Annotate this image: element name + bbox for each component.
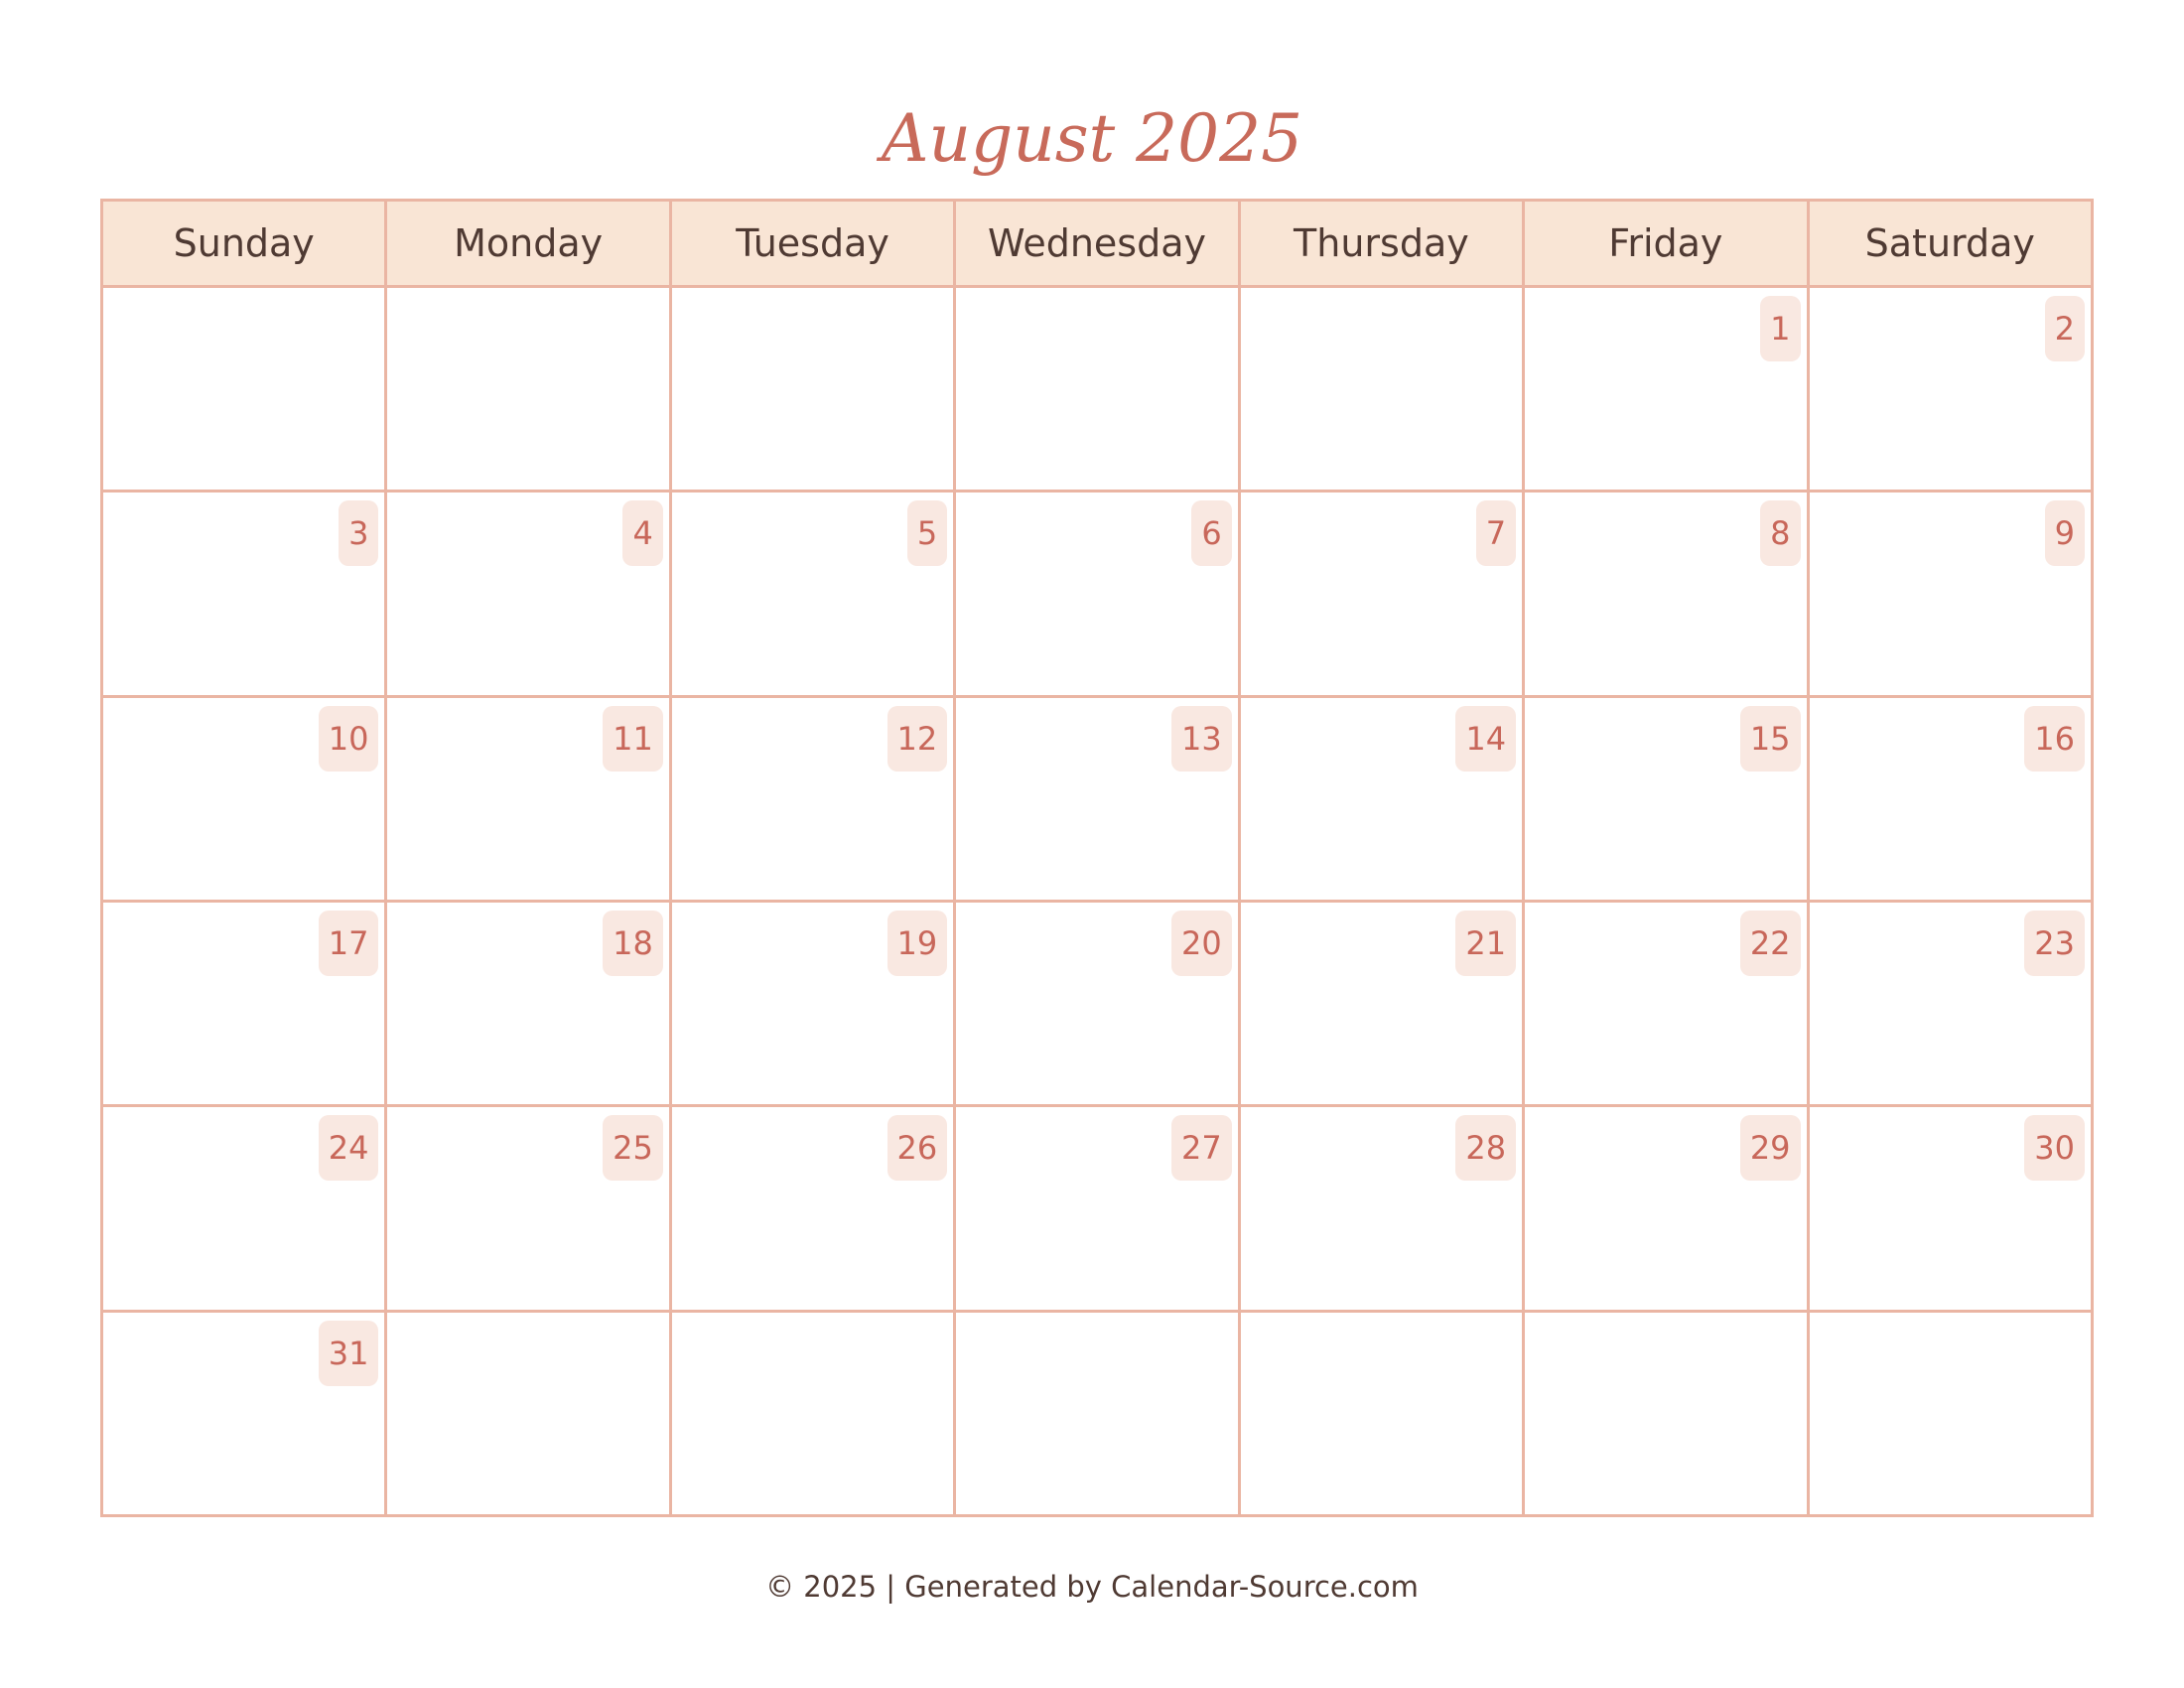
day-cell bbox=[1808, 1106, 2092, 1311]
month-grid bbox=[100, 199, 2094, 1517]
day-cell bbox=[955, 287, 1239, 492]
day-cell bbox=[102, 901, 386, 1105]
day-cell bbox=[386, 901, 670, 1105]
day-cell bbox=[1524, 287, 1808, 492]
footer-credit: © 2025 | Generated by Calendar-Source.com bbox=[765, 1570, 1419, 1604]
day-cell bbox=[670, 1106, 954, 1311]
day-number: 17 bbox=[319, 911, 379, 976]
week-row bbox=[102, 1311, 2093, 1515]
day-cell bbox=[102, 492, 386, 696]
day-cell bbox=[1524, 1106, 1808, 1311]
week-row bbox=[102, 901, 2093, 1105]
weekday-header-wednesday: Wednesday bbox=[955, 201, 1239, 287]
day-cell bbox=[955, 1311, 1239, 1515]
day-cell bbox=[955, 696, 1239, 901]
day-number: 8 bbox=[1760, 500, 1800, 566]
calendar-weeks bbox=[102, 287, 2093, 1516]
weekday-header-saturday: Saturday bbox=[1808, 201, 2092, 287]
weekday-header-row bbox=[102, 201, 2093, 287]
day-number: 14 bbox=[1455, 706, 1516, 772]
day-cell bbox=[955, 901, 1239, 1105]
day-number: 11 bbox=[603, 706, 663, 772]
weekday-header-sunday: Sunday bbox=[102, 201, 386, 287]
day-number: 19 bbox=[887, 911, 948, 976]
day-cell bbox=[670, 492, 954, 696]
day-cell bbox=[1808, 901, 2092, 1105]
day-number: 4 bbox=[622, 500, 662, 566]
day-number: 6 bbox=[1191, 500, 1231, 566]
day-number: 30 bbox=[2024, 1115, 2085, 1181]
day-cell bbox=[386, 696, 670, 901]
day-cell bbox=[102, 1106, 386, 1311]
day-number: 26 bbox=[887, 1115, 948, 1181]
day-number: 10 bbox=[319, 706, 379, 772]
day-number: 25 bbox=[603, 1115, 663, 1181]
day-number: 29 bbox=[1740, 1115, 1801, 1181]
day-number: 3 bbox=[339, 500, 378, 566]
day-cell bbox=[1239, 1311, 1523, 1515]
week-row bbox=[102, 696, 2093, 901]
day-number: 12 bbox=[887, 706, 948, 772]
day-number: 2 bbox=[2045, 296, 2085, 361]
day-number: 5 bbox=[907, 500, 947, 566]
day-cell bbox=[1808, 287, 2092, 492]
day-number: 15 bbox=[1740, 706, 1801, 772]
day-cell bbox=[955, 492, 1239, 696]
day-cell bbox=[1239, 696, 1523, 901]
day-cell bbox=[386, 287, 670, 492]
day-number: 31 bbox=[319, 1321, 379, 1386]
calendar-title: August 2025 bbox=[881, 100, 1303, 177]
weekday-header-thursday: Thursday bbox=[1239, 201, 1523, 287]
day-cell bbox=[102, 1311, 386, 1515]
weekday-header-friday: Friday bbox=[1524, 201, 1808, 287]
day-cell bbox=[670, 696, 954, 901]
day-cell bbox=[1524, 1311, 1808, 1515]
day-cell bbox=[1239, 492, 1523, 696]
day-cell bbox=[955, 1106, 1239, 1311]
day-cell bbox=[1808, 1311, 2092, 1515]
week-row bbox=[102, 287, 2093, 492]
day-number: 21 bbox=[1455, 911, 1516, 976]
day-cell bbox=[386, 1106, 670, 1311]
day-number: 16 bbox=[2024, 706, 2085, 772]
day-cell bbox=[1239, 901, 1523, 1105]
day-cell bbox=[1808, 492, 2092, 696]
day-cell bbox=[670, 1311, 954, 1515]
day-number: 1 bbox=[1760, 296, 1800, 361]
day-number: 18 bbox=[603, 911, 663, 976]
day-cell bbox=[1524, 696, 1808, 901]
week-row bbox=[102, 1106, 2093, 1311]
day-number: 9 bbox=[2045, 500, 2085, 566]
day-cell bbox=[670, 901, 954, 1105]
day-cell bbox=[1524, 492, 1808, 696]
day-cell bbox=[1239, 1106, 1523, 1311]
day-number: 23 bbox=[2024, 911, 2085, 976]
weekday-header-tuesday: Tuesday bbox=[670, 201, 954, 287]
day-cell bbox=[1808, 696, 2092, 901]
weekday-header-monday: Monday bbox=[386, 201, 670, 287]
day-cell bbox=[1239, 287, 1523, 492]
day-cell bbox=[1524, 901, 1808, 1105]
day-number: 7 bbox=[1476, 500, 1516, 566]
day-number: 20 bbox=[1171, 911, 1232, 976]
day-number: 22 bbox=[1740, 911, 1801, 976]
day-cell bbox=[102, 287, 386, 492]
week-row bbox=[102, 492, 2093, 696]
day-number: 27 bbox=[1171, 1115, 1232, 1181]
day-number: 13 bbox=[1171, 706, 1232, 772]
day-cell bbox=[102, 696, 386, 901]
day-cell bbox=[386, 1311, 670, 1515]
day-cell bbox=[670, 287, 954, 492]
day-number: 24 bbox=[319, 1115, 379, 1181]
day-number: 28 bbox=[1455, 1115, 1516, 1181]
day-cell bbox=[386, 492, 670, 696]
